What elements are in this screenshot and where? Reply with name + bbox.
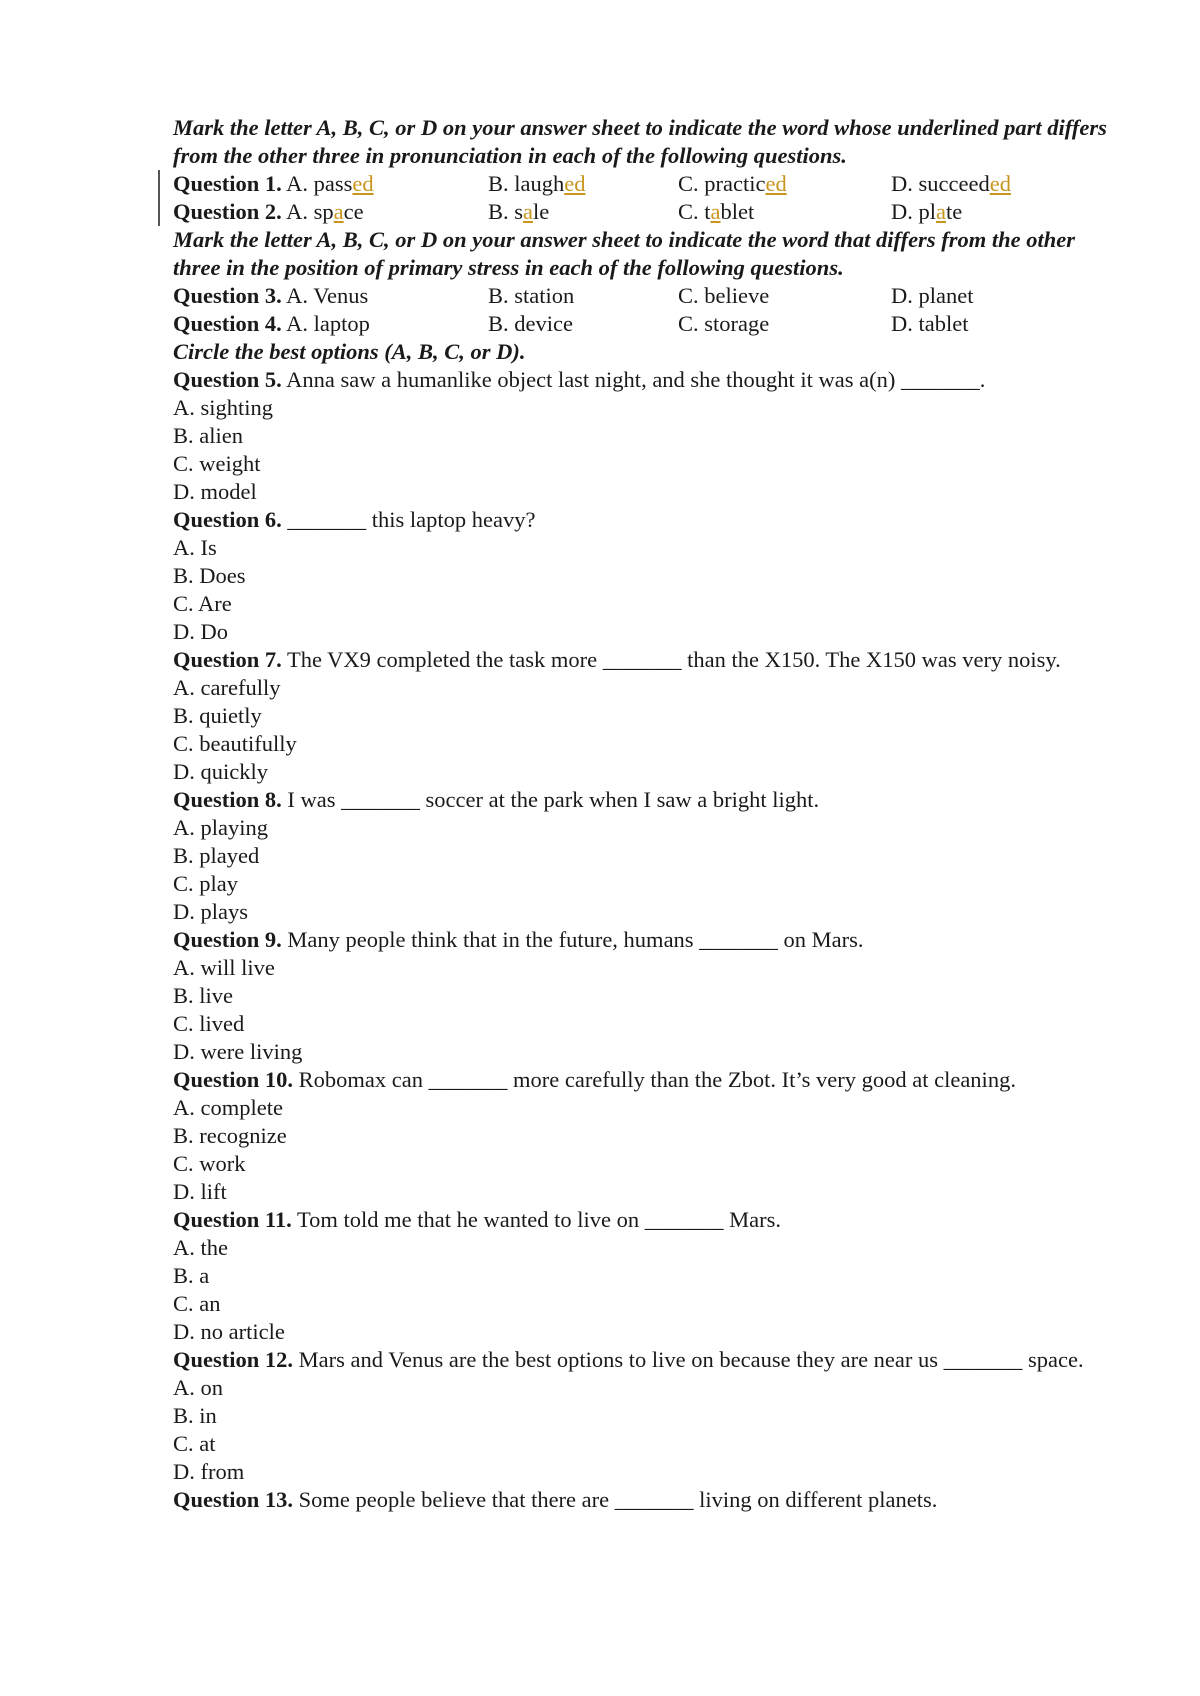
option-d[interactable]: D. succeeded (891, 171, 1011, 196)
question-2: Question 2. A. space B. sale C. tablet D. plate (173, 198, 1123, 226)
option-c[interactable]: C. tablet (678, 199, 755, 224)
question-4 (173, 310, 1123, 338)
question-3 (173, 282, 1123, 310)
question-label: Question 10. (173, 1067, 294, 1092)
option-c[interactable]: C. lived (173, 1011, 245, 1036)
option-d[interactable]: D. plate (891, 199, 963, 224)
option-a[interactable]: A. complete (173, 1095, 283, 1120)
question-stem: The VX9 completed the task more _______ than the X150. The X150 was very noisy. (281, 647, 1061, 672)
question-9 (173, 926, 1123, 954)
option-c[interactable]: C. believe (678, 283, 770, 308)
option-d[interactable]: D. no article (173, 1319, 285, 1344)
option-d[interactable]: D. quickly (173, 759, 268, 784)
option-d[interactable]: D. were living (173, 1039, 303, 1064)
option-b[interactable]: B. played (173, 843, 260, 868)
question-stem: Some people believe that there are _______ living on different planets. (293, 1487, 938, 1512)
option-b[interactable]: B. alien (173, 423, 243, 448)
option-b[interactable]: B. recognize (173, 1123, 287, 1148)
option-b[interactable]: B. quietly (173, 703, 262, 728)
question-1: Question 1. A. passed B. laughed C. practiced D. succeeded (173, 170, 1123, 198)
question-10 (173, 1066, 1123, 1094)
question-label: Question 2. (173, 199, 282, 224)
question-5 (173, 366, 1123, 394)
option-b[interactable]: B. laughed (488, 171, 586, 196)
option-a[interactable]: A. Venus (286, 283, 369, 308)
worksheet (173, 114, 1123, 1514)
question-11 (173, 1206, 1123, 1234)
option-c[interactable]: C. Are (173, 591, 232, 616)
option-d[interactable]: D. plays (173, 899, 248, 924)
option-a[interactable]: A. playing (173, 815, 268, 840)
option-a[interactable]: A. laptop (286, 311, 370, 336)
option-b[interactable]: B. in (173, 1403, 217, 1428)
option-a[interactable]: A. Is (173, 535, 217, 560)
question-label: Question 8. (173, 787, 282, 812)
question-stem: Tom told me that he wanted to live on _______ Mars. (291, 1207, 781, 1232)
question-13 (173, 1486, 1123, 1514)
option-b[interactable]: B. a (173, 1263, 210, 1288)
question-label: Question 12. (173, 1347, 294, 1372)
margin-change-bar (158, 170, 160, 226)
option-c[interactable]: C. practiced (678, 171, 787, 196)
question-stem: I was _______ soccer at the park when I saw a bright light. (281, 787, 820, 812)
option-a[interactable]: A. on (173, 1375, 223, 1400)
question-label: Question 1. (173, 171, 282, 196)
option-c[interactable]: C. work (173, 1151, 246, 1176)
option-a[interactable]: A. carefully (173, 675, 281, 700)
option-c[interactable]: C. storage (678, 311, 770, 336)
option-c[interactable]: C. beautifully (173, 731, 297, 756)
option-c[interactable]: C. at (173, 1431, 216, 1456)
option-d[interactable]: D. lift (173, 1179, 227, 1204)
pronunciation-instruction: Mark the letter A, B, C, or D on your answer sheet to indicate the word whose underlined part differs from the other three in pronunciation in each of the following questions. (173, 115, 1107, 168)
mcq-instruction: Circle the best options (A, B, C, or D). (173, 339, 526, 364)
option-b[interactable]: B. station (488, 283, 575, 308)
option-d[interactable]: D. tablet (891, 311, 969, 336)
option-d[interactable]: D. model (173, 479, 257, 504)
question-label: Question 9. (173, 927, 282, 952)
question-label: Question 6. (173, 507, 282, 532)
question-8 (173, 786, 1123, 814)
question-label: Question 5. (173, 367, 282, 392)
option-b[interactable]: B. live (173, 983, 233, 1008)
option-d[interactable]: D. Do (173, 619, 228, 644)
question-12 (173, 1346, 1123, 1374)
option-b[interactable]: B. Does (173, 563, 246, 588)
question-label: Question 7. (173, 647, 282, 672)
question-6 (173, 506, 1123, 534)
question-label: Question 13. (173, 1487, 294, 1512)
option-c[interactable]: C. play (173, 871, 238, 896)
question-label: Question 3. (173, 283, 282, 308)
question-stem: Many people think that in the future, humans _______ on Mars. (281, 927, 864, 952)
question-label: Question 4. (173, 311, 282, 336)
option-c[interactable]: C. weight (173, 451, 261, 476)
option-d[interactable]: D. from (173, 1459, 245, 1484)
option-b[interactable]: B. sale (488, 199, 550, 224)
question-stem: Anna saw a humanlike object last night, and she thought it was a(n) _______. (281, 367, 986, 392)
question-label: Question 11. (173, 1207, 292, 1232)
option-b[interactable]: B. device (488, 311, 573, 336)
question-stem: _______ this laptop heavy? (281, 507, 536, 532)
option-c[interactable]: C. an (173, 1291, 221, 1316)
question-stem: Robomax can _______ more carefully than the Zbot. It’s very good at cleaning. (293, 1067, 1016, 1092)
option-d[interactable]: D. planet (891, 283, 974, 308)
question-7 (173, 646, 1123, 674)
option-a[interactable]: A. will live (173, 955, 275, 980)
question-stem: Mars and Venus are the best options to live on because they are near us _______ space. (293, 1347, 1084, 1372)
option-a[interactable]: A. sighting (173, 395, 274, 420)
stress-instruction: Mark the letter A, B, C, or D on your answer sheet to indicate the word that differs from the other three in the position of primary stress in each of the following questions. (173, 227, 1075, 280)
option-a[interactable]: A. the (173, 1235, 228, 1260)
